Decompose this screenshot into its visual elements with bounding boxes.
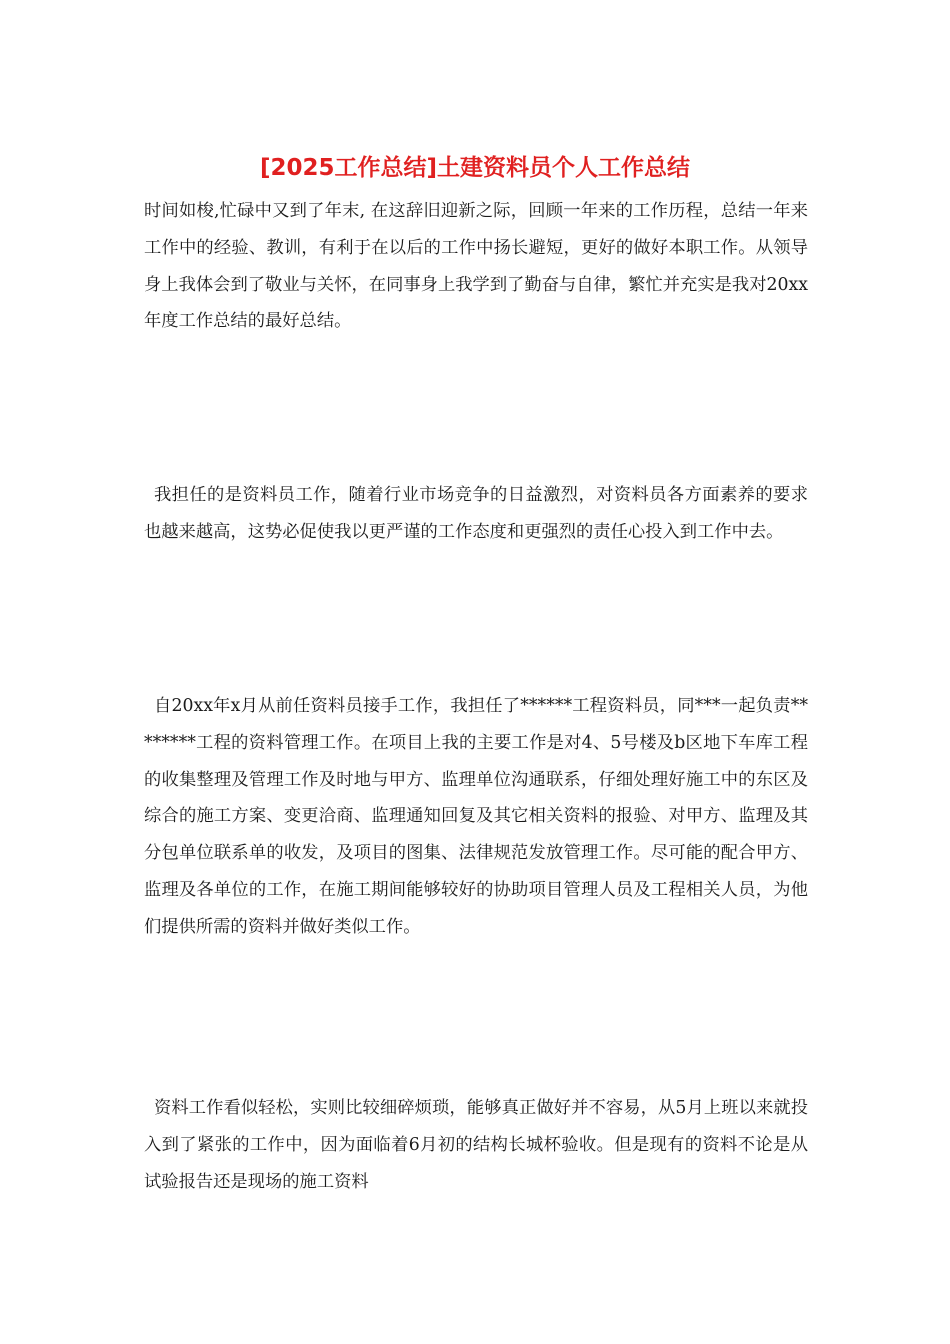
document-title: [2025工作总结]土建资料员个人工作总结 <box>259 155 691 181</box>
paragraph-intro: 时间如梭,忙碌中又到了年末, 在这辞旧迎新之际，回顾一年来的工作历程，总结一年来工作中的经验、教训，有利于在以后的工作中扬长避短，更好的做好本职工作。从领导身上我体会到了敬业与关怀，在同事身上我学到了勤奋与自律，繁忙并充实是我对20xx年度工作总结的最好总结。 <box>144 201 808 332</box>
paragraph-challenges: 资料工作看似轻松，实则比较细碎烦琐，能够真正做好并不容易，从5月上班以来就投入到了紧张的工作中，因为面临着6月初的结构长城杯验收。但是现有的资料不论是从试验报告还是现场的施工资料 <box>144 1098 808 1192</box>
paragraph-duties: 自20xx年x月从前任资料员接手工作，我担任了******工程资料员，同***一起负责********工程的资料管理工作。在项目上我的主要工作是对4、5号楼及b区地下车库工程的收集整理及管理工作及时地与甲方、监理单位沟通联系，仔细处理好施工中的东区及综合的施工方案、变更洽商、监理通知回复及其它相关资料的报验、对甲方、监理及其分包单位联系单的收发，及项目的图集、法律规范发放管理工作。尽可能的配合甲方、监理及各单位的工作，在施工期间能够较好的协助项目管理人员及工程相关人员，为他们提供所需的资料并做好类似工作。 <box>144 696 808 937</box>
paragraph-role: 我担任的是资料员工作，随着行业市场竞争的日益激烈，对资料员各方面素养的要求也越来越高，这势必促使我以更严谨的工作态度和更强烈的责任心投入到工作中去。 <box>144 485 808 542</box>
